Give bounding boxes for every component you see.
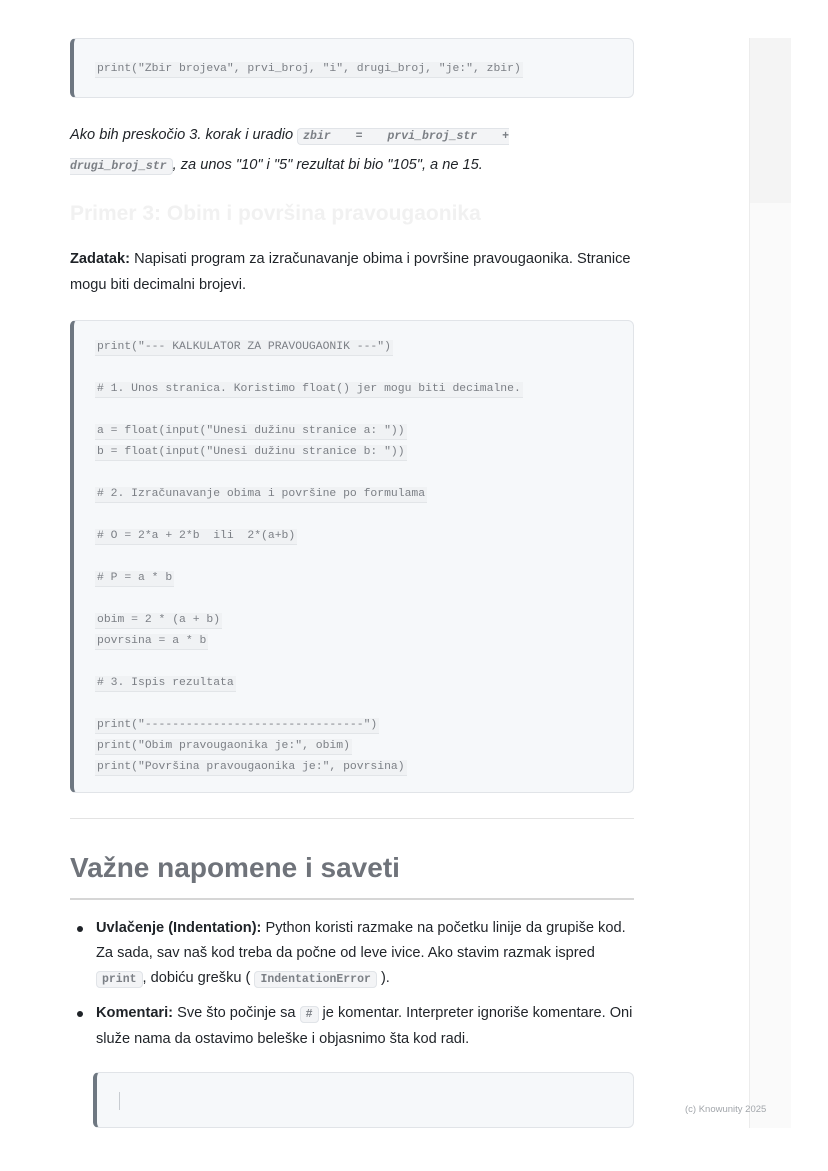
code-line [95,736,633,757]
section-heading: Važne napomene i saveti [70,852,400,883]
bullet-text: , dobiću grešku ( [142,970,255,986]
bullet-text: je komentar. Interpreter ignoriše komentare. Oni služe nama da ostavimo beleške i objasnimo šta kod radi. [96,1005,633,1047]
code-text: a = float(input("Unesi dužinu stranice a: ")) [95,424,407,440]
code-line [95,757,633,778]
code-text: print("--- KALKULATOR ZA PRAVOUGAONIK ---") [95,340,393,356]
code-line [95,400,633,421]
code-line [95,589,633,610]
code-text: # O = 2*a + 2*b ili 2*(a+b) [95,529,297,545]
bullet-icon [77,1011,83,1017]
code-text: print("--------------------------------") [95,718,379,734]
task-text: Napisati program za izračunavanje obima i površine pravougaonika. Stranice mogu biti decimalni brojevi. [70,251,631,293]
note-paragraph [70,121,636,181]
bullet-icon [77,926,83,932]
code-text: obim = 2 * (a + b) [95,613,222,629]
code-line [95,610,633,631]
code-line [95,631,633,652]
code-line [95,484,633,505]
code-line [95,421,633,442]
inline-code-zbir: zbir = prvi_broj_str + drugi_broj_str [70,130,509,173]
inline-code-hash: # [300,1006,319,1023]
bullet-text: Python koristi razmake na početku linije da grupiše kod. Za sada, sav naš kod treba da počne od leve ivice. Ako stavim razmak ispred [96,920,626,961]
code-line [95,442,633,463]
code-text: povrsina = a * b [95,634,208,650]
code-text: print("Obim pravougaonika je:", obim) [95,739,352,755]
scroll-thumb[interactable] [750,38,791,203]
example-3-heading: Primer 3: Obim i površina pravougaonika [70,202,481,225]
code-line [95,505,633,526]
code-line [95,59,633,80]
heading-underline [70,898,634,900]
text-caret [119,1092,120,1110]
task-label: Zadatak: [70,251,131,267]
code-line [95,715,633,736]
code-text: # 3. Ispis rezultata [95,676,236,692]
code-line [95,526,633,547]
note-text-2: , za unos "10" i "5" rezultat bi bio "105", a ne 15. [172,157,483,173]
copyright-footer: (c) Knowunity 2025 [685,1104,767,1115]
code-line [95,673,633,694]
empty-code-block[interactable] [93,1072,634,1128]
code-text: b = float(input("Unesi dužinu stranice b: ")) [95,445,407,461]
code-line [95,652,633,673]
code-block-kalkulator [70,320,634,793]
section-divider [70,818,634,819]
inline-code-print: print [96,971,143,988]
code-line [95,568,633,589]
list-item-indentation [74,916,634,992]
code-line [95,694,633,715]
tips-list [74,916,634,1061]
code-text: # 2. Izračunavanje obima i površine po formulama [95,487,427,503]
code-line [95,463,633,484]
bullet-text: Sve što počinje sa [173,1005,300,1021]
code-text: # P = a * b [95,571,174,587]
list-item-comments [74,1001,634,1052]
code-line [95,379,633,400]
bullet-label: Uvlačenje (Indentation): [96,920,262,936]
right-scroll-rail[interactable] [749,38,791,1128]
code-text: print("Površina pravougaonika je:", povrsina) [95,760,407,776]
code-text: print("Zbir brojeva", prvi_broj, "i", drugi_broj, "je:", zbir) [95,62,523,78]
inline-code-indentation-error: IndentationError [254,971,376,988]
code-line [95,358,633,379]
bullet-text: ). [376,970,390,986]
code-text: # 1. Unos stranica. Koristimo float() jer mogu biti decimalne. [95,382,523,398]
task-paragraph [70,246,636,298]
code-line [95,547,633,568]
note-text-1: Ako bih preskočio 3. korak i uradio [70,127,298,143]
code-block-zbir [70,38,634,98]
bullet-label: Komentari: [96,1005,174,1021]
code-line [95,337,633,358]
